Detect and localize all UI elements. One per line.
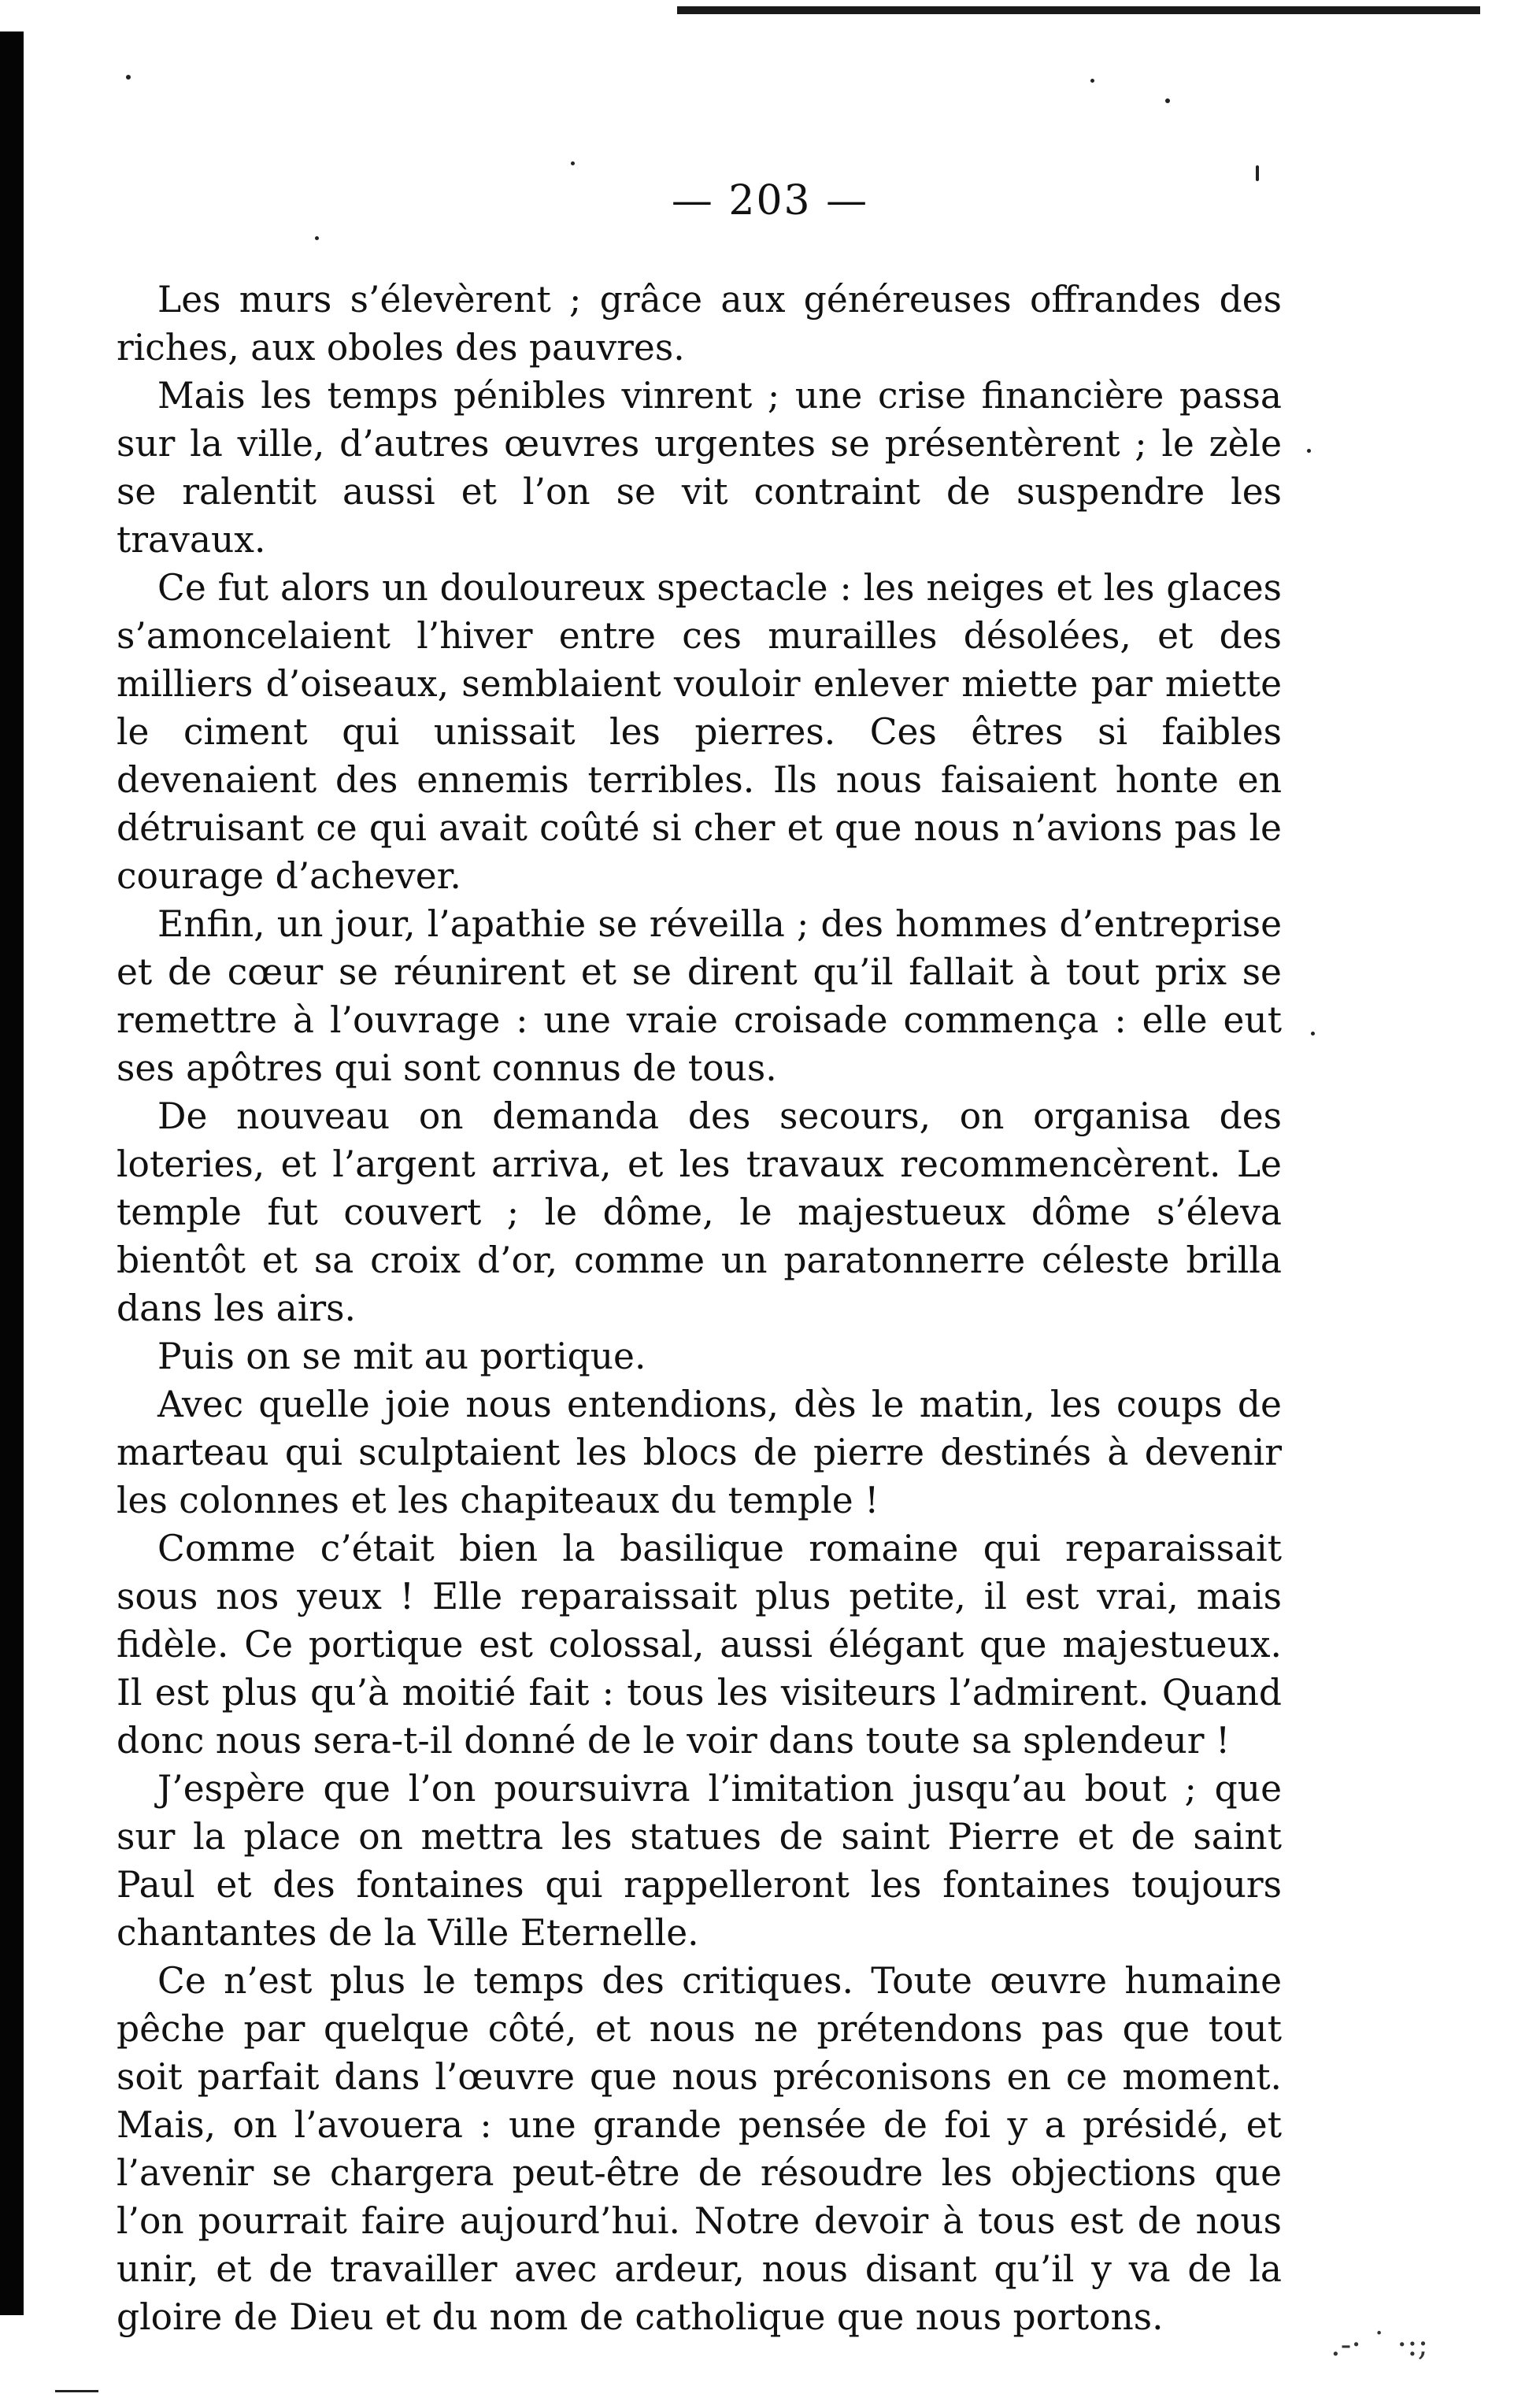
body-text: [117, 276, 1282, 2341]
scan-speck: [1165, 98, 1170, 103]
paragraph: J’espère que l’on poursuivra l’imitation jusqu’au bout ; que sur la place on mettra les statues de saint Pierre et de saint Paul et des fontaines qui rappelleront les fontaines toujours chantantes de la Ville Eternelle.: [117, 1768, 1282, 1954]
paragraph: Comme c’était bien la basilique romaine qui reparaissait sous nos yeux ! Elle reparaissait plus petite, il est vrai, mais fidèle. Ce portique est colossal, aussi élégant que majestueux. Il est plus qu’à moitié fait : tous les visiteurs l’admirent. Quand donc nous sera-t-il donné de le voir dans toute sa splendeur !: [117, 1528, 1282, 1762]
page-number: — 203 —: [671, 177, 869, 224]
scan-speck: [571, 161, 575, 165]
scan-border-left: [0, 31, 24, 2315]
scan-speck: [1307, 449, 1311, 453]
scan-speck: [126, 75, 131, 80]
scan-corner-mark: .-· ˙ ·:;: [1331, 2327, 1429, 2363]
paragraph: Avec quelle joie nous entendions, dès le matin, les coups de marteau qui sculptaient les blocs de pierre destinés à devenir les colonnes et les chapiteaux du temple !: [117, 1384, 1282, 1521]
scan-bottom-dash: [55, 2390, 98, 2392]
paragraph: Puis on se mit au portique.: [157, 1336, 646, 1377]
scan-speck: [1090, 79, 1094, 83]
paragraph: De nouveau on demanda des secours, on organisa des loteries, et l’argent arriva, et les travaux recommencèrent. Le temple fut couvert ; le dôme, le majestueux dôme s’éleva bientôt et sa croix d’or, comme un paratonnerre céleste brilla dans les airs.: [117, 1095, 1282, 1329]
scan-speck: [315, 236, 319, 240]
paragraph: Mais les temps pénibles vinrent ; une crise financière passa sur la ville, d’autres œuvres urgentes se présentèrent ; le zèle se ralentit aussi et l’on se vit contraint de suspendre les travaux.: [117, 375, 1282, 561]
paragraph: Les murs s’élevèrent ; grâce aux généreuses offrandes des riches, aux oboles des pauvres.: [117, 279, 1282, 369]
paragraph: Ce n’est plus le temps des critiques. Toute œuvre humaine pêche par quelque côté, et nous ne prétendons pas que tout soit parfait dans l’œuvre que nous préconisons en ce moment. Mais, on l’avouera : une grande pensée de foi y a présidé, et l’avenir se chargera peut-être de résoudre les objections que l’on pourrait faire aujourd’hui. Notre devoir à tous est de nous unir, et de travailler avec ardeur, nous disant qu’il y va de la gloire de Dieu et du nom de catholique que nous portons.: [117, 1960, 1282, 2338]
scan-speck: [1311, 1032, 1315, 1036]
paragraph: Ce fut alors un douloureux spectacle : les neiges et les glaces s’amoncelaient l’hiver entre ces murailles désolées, et des milliers d’oiseaux, semblaient vouloir enlever miette par miette le ciment qui unissait les pierres. Ces êtres si faibles devenaient des ennemis terribles. Ils nous faisaient honte en détruisant ce qui avait coûté si cher et que nous n’avions pas le courage d’achever.: [117, 567, 1282, 897]
scan-border-top: [677, 6, 1480, 14]
paragraph: Enfin, un jour, l’apathie se réveilla ; des hommes d’entreprise et de cœur se réunirent et se dirent qu’il fallait à tout prix se remettre à l’ouvrage : une vraie croisade commença : elle eut ses apôtres qui sont connus de tous.: [117, 903, 1282, 1089]
